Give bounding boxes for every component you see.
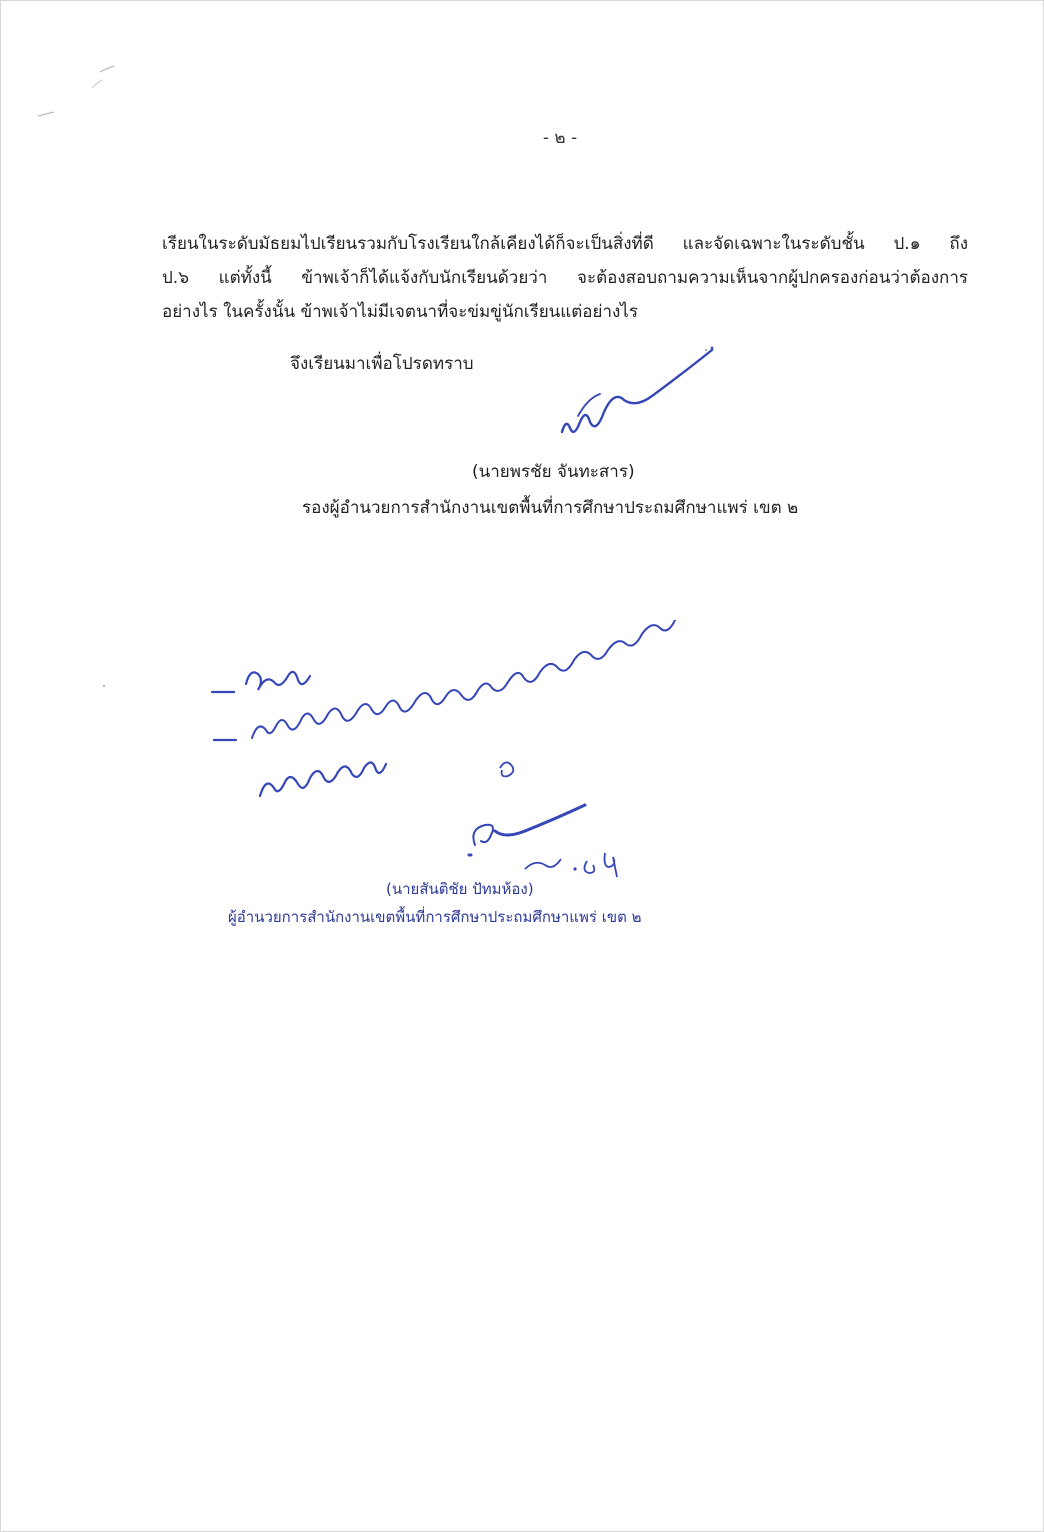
signer-1-title: รองผู้อำนวยการสำนักงานเขตพื้นที่การศึกษาประถมศึกษาแพร่ เขต ๒ xyxy=(302,498,799,518)
corner-smudge xyxy=(30,60,120,130)
signer-2-name: (นายสันติชัย ปัทมห้อง) xyxy=(386,880,534,898)
body-line-2: ป.๖ แต่ทั้งนี้ ข้าพเจ้าก็ได้แจ้งกับนักเรียนด้วยว่า จะต้องสอบถามความเห็นจากผู้ปกครองก่อนว่าต้องการ xyxy=(162,268,968,288)
signature-2-image xyxy=(455,795,635,885)
body-line-1: เรียนในระดับมัธยมไปเรียนรวมกับโรงเรียนใกล้เคียงได้ก็จะเป็นสิ่งที่ดี และจัดเฉพาะในระดับชั้น ป.๑ ถึง xyxy=(162,234,968,254)
closing-phrase: จึงเรียนมาเพื่อโปรดทราบ xyxy=(290,354,474,374)
signer-2-title: ผู้อำนวยการสำนักงานเขตพื้นที่การศึกษาประถมศึกษาแพร่ เขต ๒ xyxy=(228,908,642,926)
paper-speck xyxy=(705,349,707,351)
body-line-3: อย่างไร ในครั้งนั้น ข้าพเจ้าไม่มีเจตนาที่จะข่มขู่นักเรียนแต่อย่างไร xyxy=(162,302,638,322)
handwritten-note-image xyxy=(200,620,860,810)
page-number: - ๒ - xyxy=(542,128,578,148)
signer-1-name: (นายพรชัย จันทะสาร) xyxy=(472,462,635,482)
signature-1-image xyxy=(540,336,730,446)
paper-speck xyxy=(103,685,105,687)
body-paragraph xyxy=(162,227,968,329)
